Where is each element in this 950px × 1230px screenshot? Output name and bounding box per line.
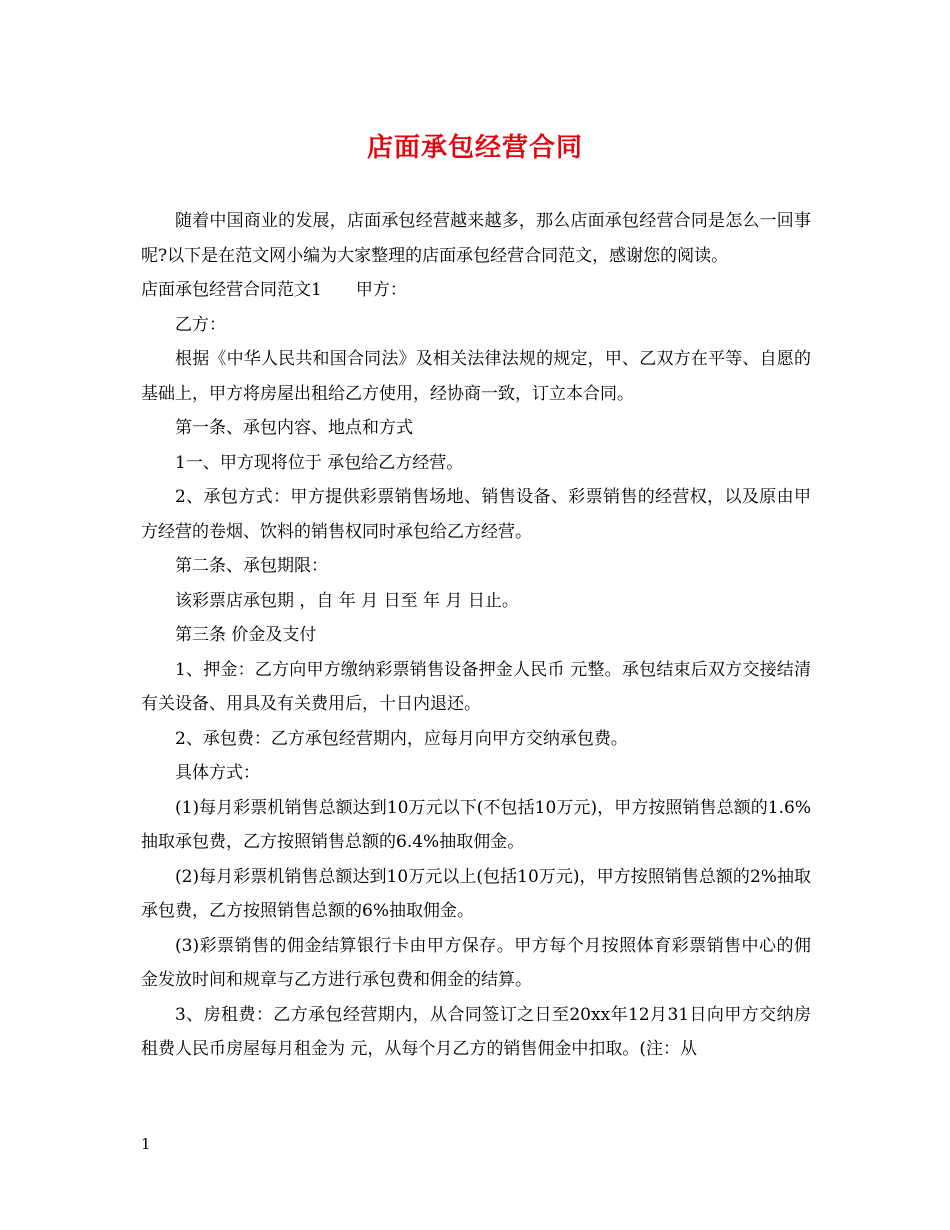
paragraph: 随着中国商业的发展，店面承包经营越来越多，那么店面承包经营合同是怎么一回事呢?以下是在范文网小编为大家整理的店面承包经营合同范文，感谢您的阅读。 [141,211,811,266]
document-title: 店面承包经营合同 [366,133,583,163]
paragraph: (2)每月彩票机销售总额达到10万元以上(包括10万元)，甲方按照销售总额的2%抽取承包费，乙方按照销售总额的6%抽取佣金。 [141,866,811,921]
paragraph: 根据《中华人民共和国合同法》及相关法律法规的规定，甲、乙双方在平等、自愿的基础上，甲方将房屋出租给乙方使用，经协商一致，订立本合同。 [141,349,811,404]
document-body [141,204,811,1067]
paragraph: (3)彩票销售的佣金结算银行卡由甲方保存。甲方每个月按照体育彩票销售中心的佣金发放时间和规章与乙方进行承包费和佣金的结算。 [141,935,811,990]
paragraph: 第二条、承包期限： [175,556,328,576]
page-number: 1 [141,1135,151,1153]
paragraph: 1一、甲方现将位于 承包给乙方经营。 [175,452,464,473]
paragraph: (1)每月彩票机销售总额达到10万元以下(不包括10万元)，甲方按照销售总额的1.6%抽取承包费，乙方按照销售总额的6.4%抽取佣金。 [141,797,811,852]
paragraph: 该彩票店承包期 ，自 年 月 日至 年 月 日止。 [175,590,519,611]
paragraph: 3、房租费：乙方承包经营期内，从合同签订之日至20xx年12月31日向甲方交纳房租费人民币房屋每月租金为 元，从每个月乙方的销售佣金中扣取。(注：从 [141,1004,811,1059]
paragraph: 第一条、承包内容、地点和方式 [175,418,413,438]
paragraph: 第三条 价金及支付 [175,625,317,645]
paragraph: 2、承包方式：甲方提供彩票销售场地、销售设备、彩票销售的经营权，以及原由甲方经营的卷烟、饮料的销售权同时承包给乙方经营。 [141,487,811,542]
paragraph: 1、押金：乙方向甲方缴纳彩票销售设备押金人民币 元整。承包结束后双方交接结清有关设备、用具及有关费用后，十日内退还。 [141,659,811,714]
paragraph: 店面承包经营合同范文1 甲方： [141,280,407,300]
paragraph: 乙方： [175,314,226,335]
paragraph: 2、承包费：乙方承包经营期内，应每月向甲方交纳承包费。 [175,728,628,749]
paragraph: 具体方式： [175,763,260,783]
